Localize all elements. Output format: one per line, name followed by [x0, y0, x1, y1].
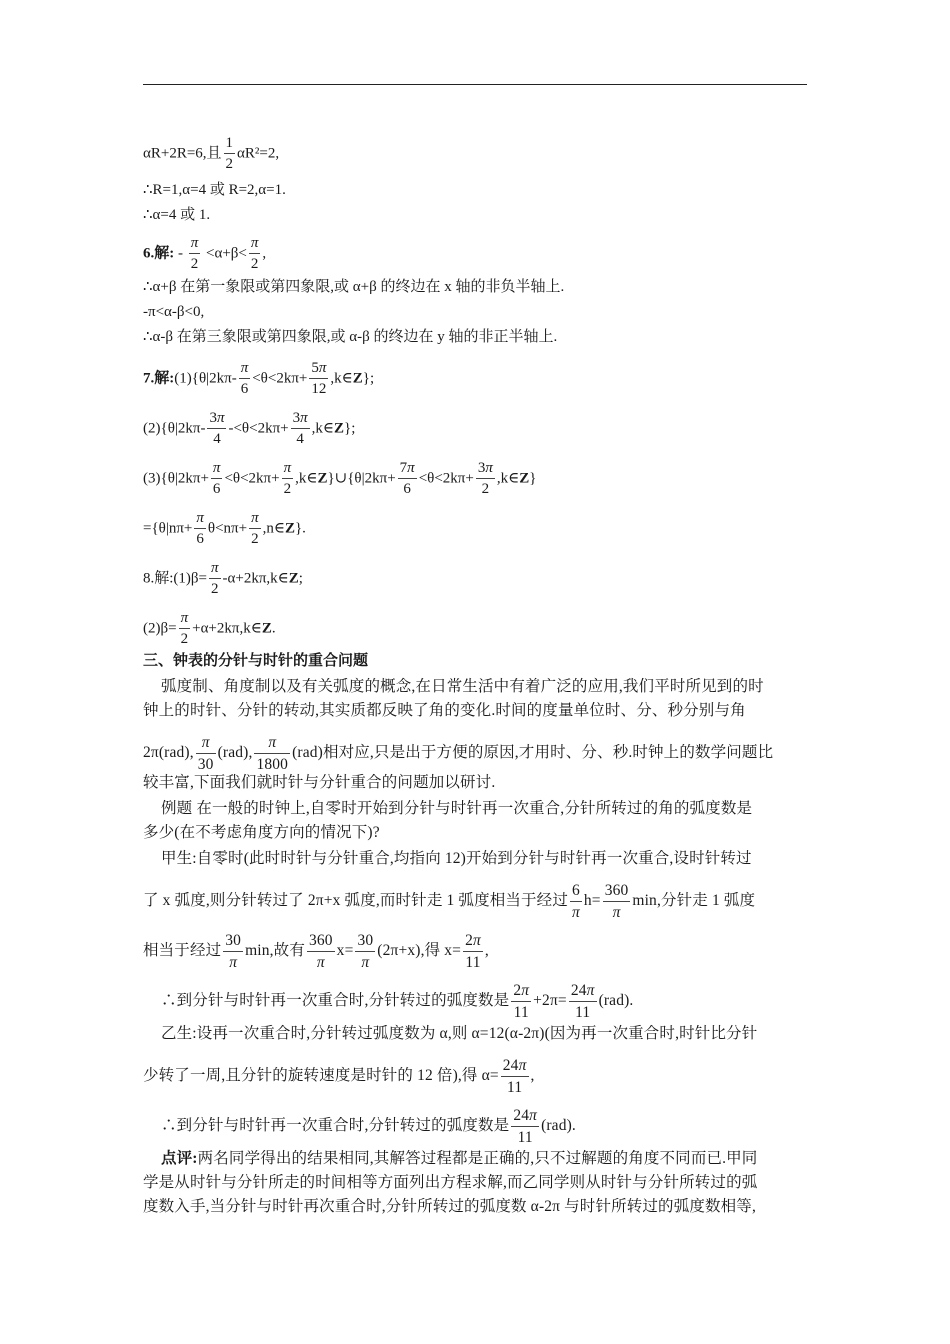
solution-line: αR+2R=6,且 $\frac{1}{2}$ αR²=2,	[143, 135, 280, 172]
fraction: $\frac{1}{2}$	[225, 135, 234, 172]
paragraph-line: 度数入手,当分针与时针再次重合时,分针所转过的弧度数 α-2π 与时针所转过的弧度数相等,	[143, 1198, 756, 1215]
solution-line: 6.解: - $\frac{\pi}{2}$ <α+β< $\frac{\pi}{2}$ ,	[143, 235, 267, 272]
paragraph-line: 例题 在一般的时钟上,自零时开始到分针与时针再一次重合,分针所转过的角的弧度数是	[161, 800, 753, 817]
solution-line: ∴α=4 或 1.	[143, 207, 211, 223]
solution-line: (2)β= $\frac{\pi}{2}$ +α+2kπ,k∈Z.	[143, 610, 276, 647]
solution-line: ∴α+β 在第一象限或第四象限,或 α+β 的终边在 x 轴的非负半轴上.	[143, 279, 565, 295]
section-title: 三、钟表的分针与时针的重合问题	[143, 651, 369, 669]
solution-line: 8.解:(1)β= $\frac{\pi}{2}$ -α+2kπ,k∈Z;	[143, 560, 303, 597]
paragraph-line: 钟上的时针、分针的转动,其实质都反映了角的变化.时间的度量单位时、分、秒分别与角	[143, 702, 746, 719]
paragraph-line: 少转了一周,且分针的旋转速度是时针的 12 倍),得 α= $\frac{24\pi}{11}$ ,	[143, 1057, 535, 1096]
solution-line: -π<α-β<0,	[143, 304, 205, 320]
paragraph-line: 相当于经过 $\frac{30}{\pi}$ min,故有 $\frac{360}{\pi}$ x= $\frac{30}{\pi}$ (2π+x),得 x= $\frac{2\pi}{11}$ ,	[143, 932, 489, 971]
solution-line: ={θ|nπ+ $\frac{\pi}{6}$ θ<nπ+ $\frac{\pi}{2}$ ,n∈Z}.	[143, 510, 306, 547]
solution-line: (2){θ|2kπ- $\frac{3\pi}{4}$ -<θ<2kπ+ $\frac{3\pi}{4}$ ,k∈Z};	[143, 410, 356, 447]
paragraph-line: 甲生:自零时(此时时针与分针重合,均指向 12)开始到分针与时针再一次重合,设时针转过	[161, 850, 752, 867]
paragraph-line: 点评:两名同学得出的结果相同,其解答过程都是正确的,只不过解题的角度不同而已.甲同	[161, 1150, 758, 1167]
solution-line: ∴α-β 在第三象限或第四象限,或 α-β 的终边在 y 轴的非正半轴上.	[143, 329, 558, 345]
paragraph-line: 学是从时针与分针所走的时间相等方面列出方程求解,而乙同学则从时针与分针所转过的弧	[143, 1174, 758, 1191]
paragraph-line: 2π(rad), $\frac{\pi}{30}$ (rad), $\frac{\pi}{1800}$ (rad)相对应,只是出于方便的原因,才用时、分、秒.时钟上的数学问题比	[143, 734, 774, 773]
paragraph-line: 乙生:设再一次重合时,分针转过弧度数为 α,则 α=12(α-2π)(因为再一次重合时,时针比分针	[161, 1025, 758, 1042]
paragraph-line: 弧度制、角度制以及有关弧度的概念,在日常生活中有着广泛的应用,我们平时所见到的时	[161, 678, 764, 695]
paragraph-line: 较丰富,下面我们就时针与分针重合的问题加以研讨.	[143, 774, 496, 791]
solution-line: (3){θ|2kπ+ $\frac{\pi}{6}$ <θ<2kπ+ $\frac{\pi}{2}$ ,k∈Z}∪{θ|2kπ+ $\frac{7\pi}{6}$ <θ<2kπ+ $\frac{3\pi}{2}$ ,k∈Z}	[143, 460, 537, 497]
paragraph-line: ∴到分针与时针再一次重合时,分针转过的弧度数是 $\frac{2\pi}{11}$ +2π= $\frac{24\pi}{11}$ (rad).	[161, 982, 634, 1021]
solution-line: 7.解:(1){θ|2kπ- $\frac{\pi}{6}$ <θ<2kπ+ $\frac{5\pi}{12}$ ,k∈Z};	[143, 360, 375, 397]
paragraph-line: ∴到分针与时针再一次重合时,分针转过的弧度数是 $\frac{24\pi}{11}$ (rad).	[161, 1107, 576, 1146]
paragraph-line: 了 x 弧度,则分针转过了 2π+x 弧度,而时针走 1 弧度相当于经过 $\frac{6}{\pi}$ h= $\frac{360}{\pi}$ min,分针走 1 弧度	[143, 882, 756, 921]
solution-line: ∴R=1,α=4 或 R=2,α=1.	[143, 182, 286, 198]
paragraph-line: 多少(在不考虑角度方向的情况下)?	[143, 824, 380, 841]
header-rule	[143, 84, 807, 85]
